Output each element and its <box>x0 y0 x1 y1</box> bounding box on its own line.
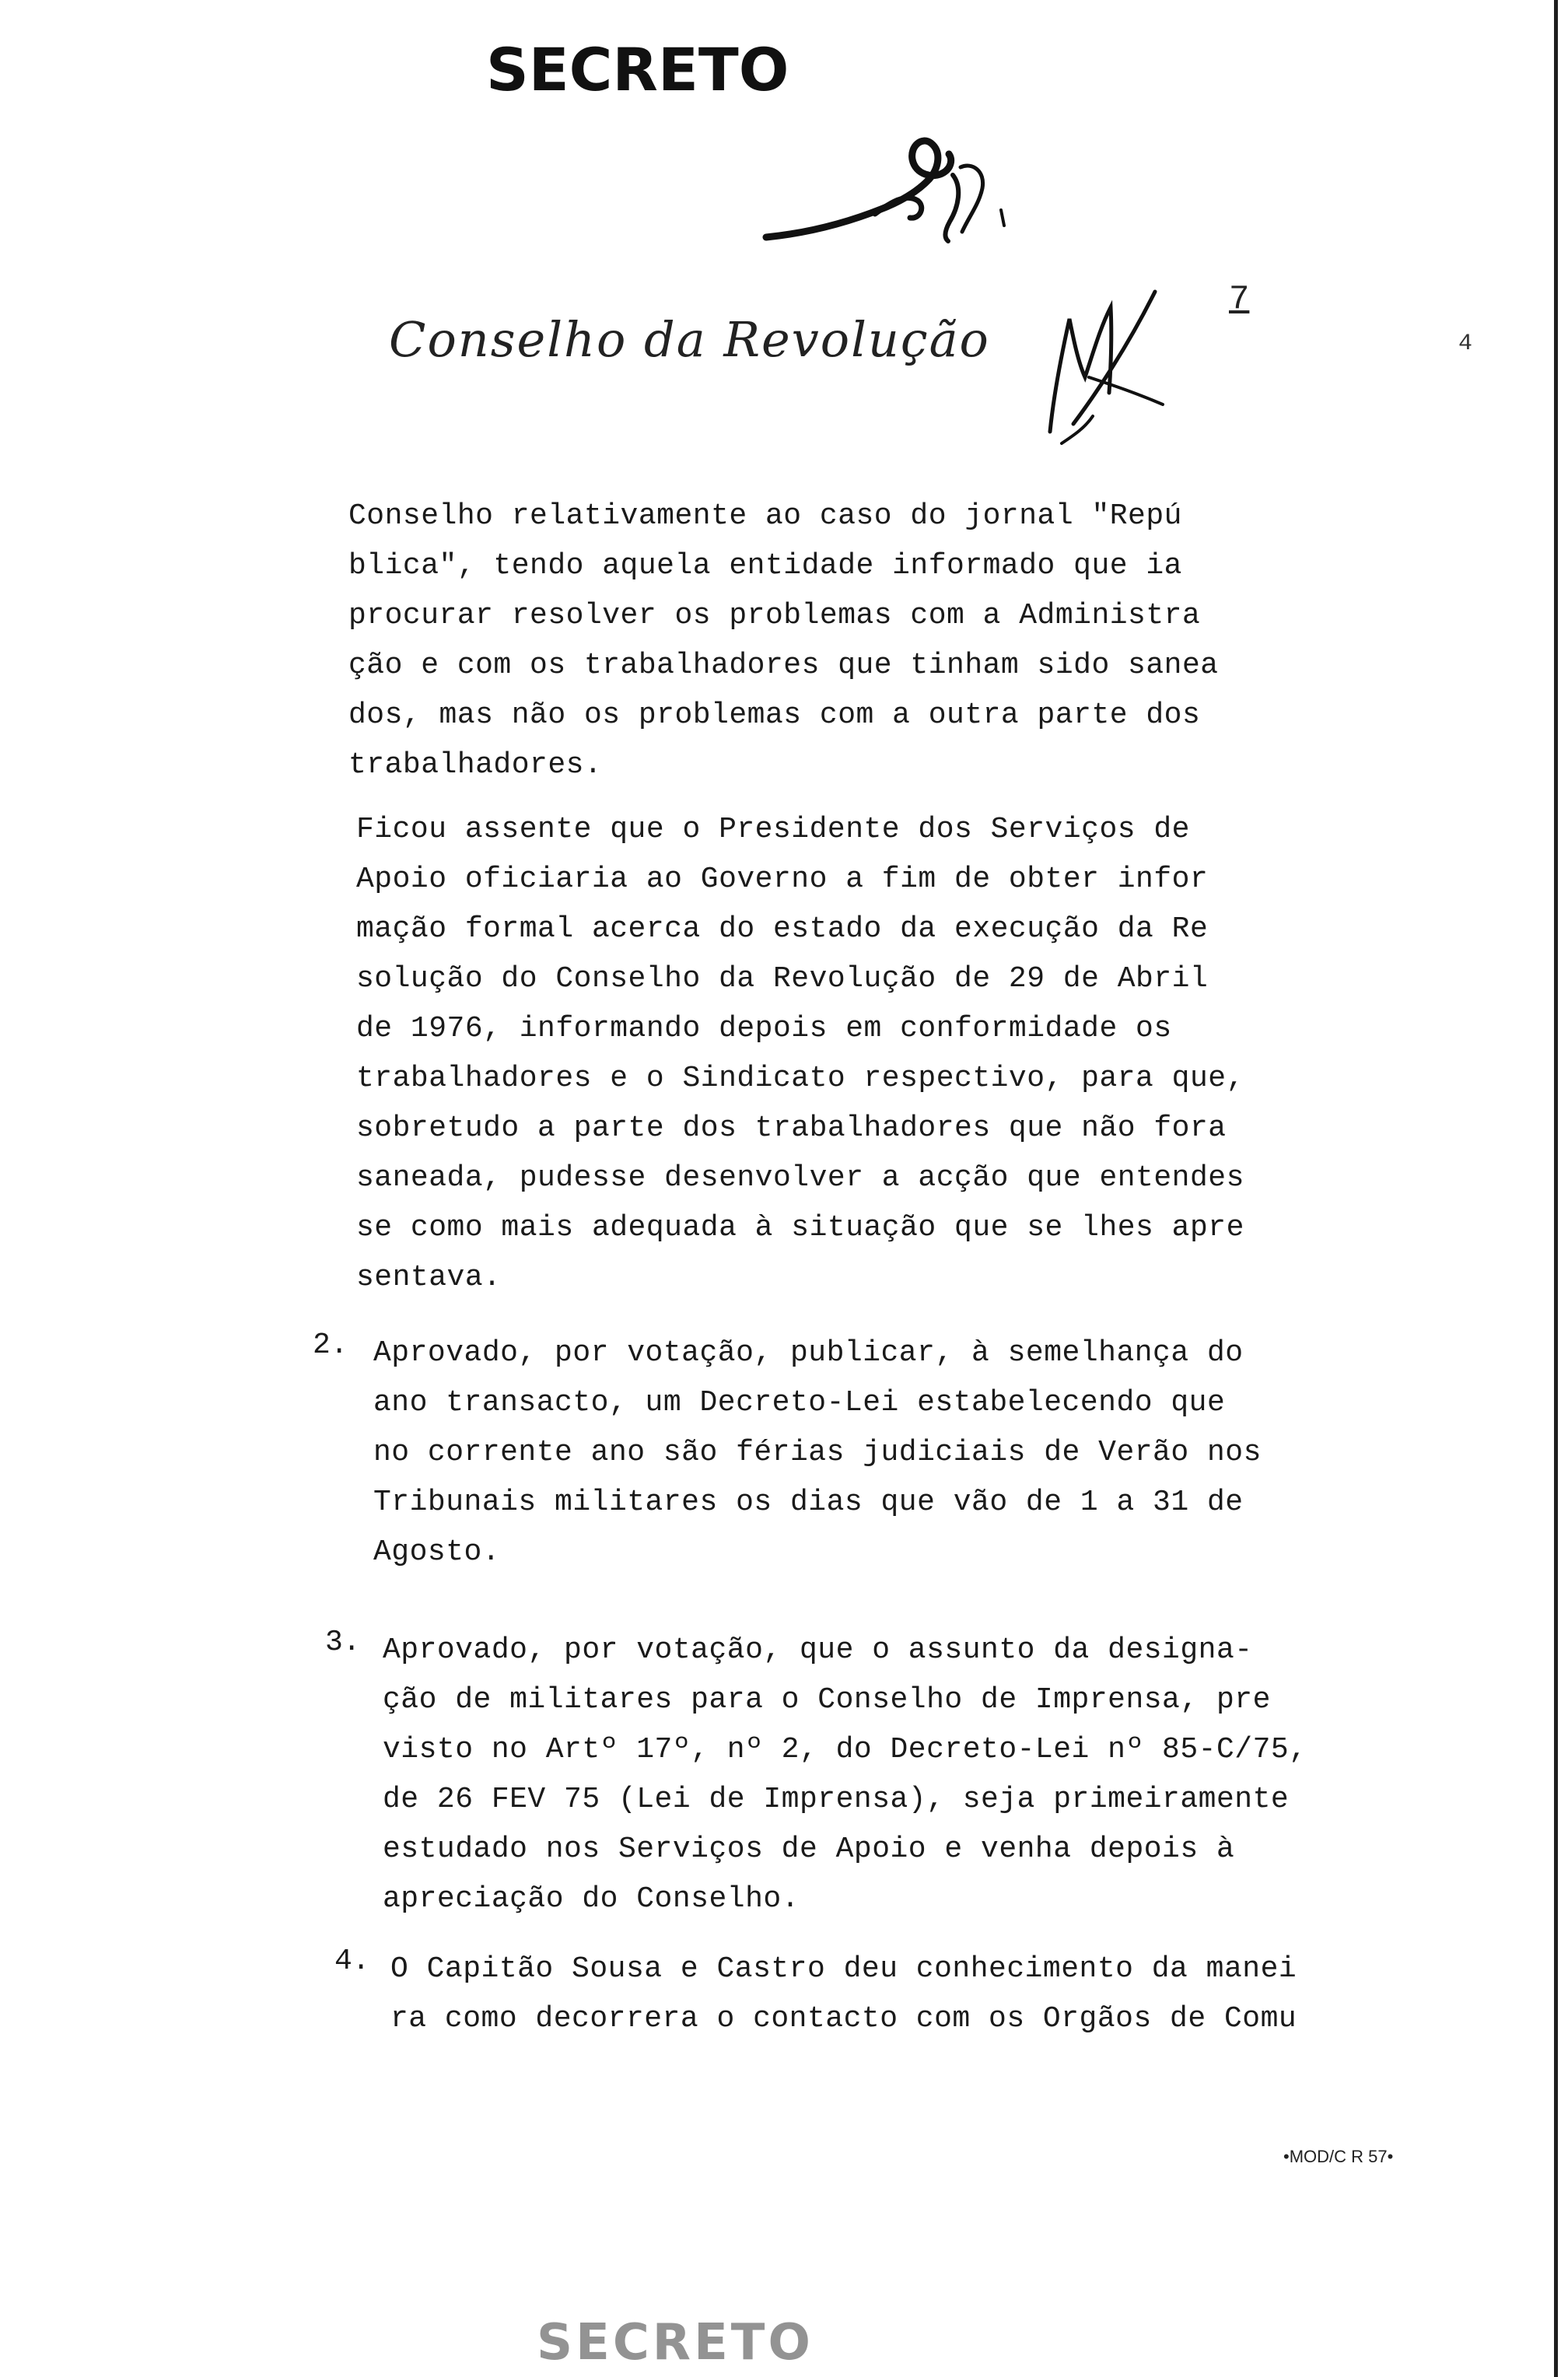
item-number-3: 3. <box>325 1626 361 1659</box>
item-3-press-council: Aprovado, por votação, que o assunto da designa- ção de militares para o Conselho de Imprensa, pre visto no Artº 17º, nº 2, do Decreto-Lei nº 85-C/75, de 26 FEV 75 (Lei de Imprensa), seja primeiramente estudado nos Serviços de Apoio e venha depois à apreciação do Conselho. <box>383 1633 1307 1916</box>
form-code: •MOD/C R 57• <box>1283 2147 1394 2166</box>
item-4-sousa-castro: O Capitão Sousa e Castro deu conhecimento da manei ra como decorrera o contacto com os Orgãos de Comu <box>390 1952 1297 2036</box>
classification-stamp-bottom: SECRETO <box>537 2314 814 2372</box>
item-number-2: 2. <box>313 1329 348 1362</box>
handwritten-signature <box>758 117 1015 272</box>
classification-stamp-top: SECRETO <box>486 35 789 104</box>
margin-mark: 4 <box>1458 331 1473 357</box>
letterhead-title: Conselho da Revolução <box>389 311 990 368</box>
handwritten-initials <box>1027 276 1182 455</box>
item-2-judicial-holidays: Aprovado, por votação, publicar, à semelhança do ano transacto, um Decreto-Lei estabelecendo que no corrente ano são férias judiciais de Verão nos Tribunais militares os dias que vão de 1 a 31 de Agosto. <box>373 1336 1262 1569</box>
paragraph-apoio-services: Ficou assente que o Presidente dos Serviços de Apoio oficiaria ao Governo a fim de obter infor mação formal acerca do estado da execução da Re solução do Conselho da Revolução de 29 de Abril de 1976, informando depois em conformidade os trabalhadores e o Sindicato respectivo, para que, sobretudo a parte dos trabalhadores que não fora saneada, pudesse desenvolver a acção que entendes se como mais adequada à situação que se lhes apre sentava. <box>356 813 1244 1294</box>
page-edge-border <box>1554 0 1558 2377</box>
paragraph-republica-case: Conselho relativamente ao caso do jornal "Repú blica", tendo aquela entidade informado que ia procurar resolver os problemas com a Administra ção e com os trabalhadores que tinham sido sanea dos, mas não os problemas com a outra parte dos trabalhadores. <box>348 499 1219 782</box>
item-number-4: 4. <box>334 1945 370 1978</box>
page-number: 7 <box>1229 280 1250 319</box>
